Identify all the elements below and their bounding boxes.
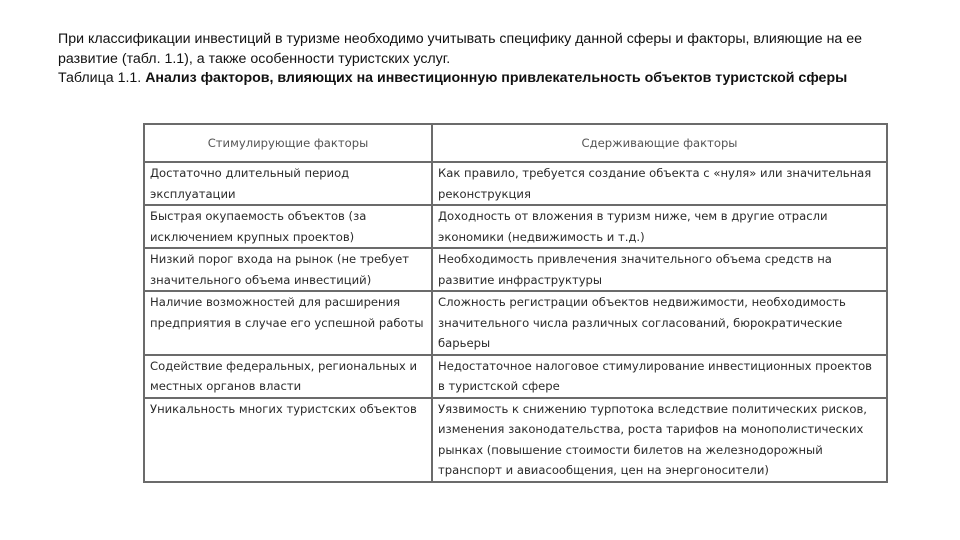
- caption-title: Анализ факторов, влияющих на инвестиционную привлекательность объектов туристской сферы: [145, 70, 848, 86]
- table-row: [144, 248, 887, 291]
- table-row: [144, 291, 887, 355]
- cell-stimulating: Быстрая окупаемость объектов (за исключением крупных проектов): [144, 205, 432, 248]
- factors-table-container: [143, 123, 886, 483]
- cell-stimulating: Достаточно длительный период эксплуатации: [144, 162, 432, 205]
- cell-stimulating: Наличие возможностей для расширения предприятия в случае его успешной работы: [144, 291, 432, 355]
- cell-restraining: Как правило, требуется создание объекта с «нуля» или значительная реконструкция: [432, 162, 887, 205]
- cell-restraining: Необходимость привлечения значительного объема средств на развитие инфраструктуры: [432, 248, 887, 291]
- table-caption: [58, 69, 898, 89]
- header-stimulating: Стимулирующие факторы: [144, 124, 432, 162]
- intro-text: [58, 30, 898, 89]
- table-header-row: [144, 124, 887, 162]
- cell-stimulating: Содействие федеральных, региональных и местных органов власти: [144, 355, 432, 398]
- caption-prefix: Таблица 1.1.: [58, 70, 146, 86]
- intro-paragraph: При классификации инвестиций в туризме необходимо учитывать специфику данной сферы и факторы, влияющие на ее развитие (табл. 1.1), а также особенности туристских услуг.: [58, 31, 863, 67]
- table-row: [144, 162, 887, 205]
- factors-table: [143, 123, 888, 483]
- table-row: [144, 205, 887, 248]
- table-row: [144, 398, 887, 482]
- header-restraining: Сдерживающие факторы: [432, 124, 887, 162]
- table-row: [144, 355, 887, 398]
- cell-restraining: Недостаточное налоговое стимулирование инвестиционных проектов в туристской сфере: [432, 355, 887, 398]
- cell-restraining: Уязвимость к снижению турпотока вследствие политических рисков, изменения законодательства, роста тарифов на монополистических рынках (повышение стоимости билетов на железнодорожный транспорт и авиасообщения, цен на энергоносители): [432, 398, 887, 482]
- cell-stimulating: Низкий порог входа на рынок (не требует значительного объема инвестиций): [144, 248, 432, 291]
- cell-stimulating: Уникальность многих туристских объектов: [144, 398, 432, 482]
- cell-restraining: Сложность регистрации объектов недвижимости, необходимость значительного числа различных согласований, бюрократические барьеры: [432, 291, 887, 355]
- cell-restraining: Доходность от вложения в туризм ниже, чем в другие отрасли экономики (недвижимость и т.д.): [432, 205, 887, 248]
